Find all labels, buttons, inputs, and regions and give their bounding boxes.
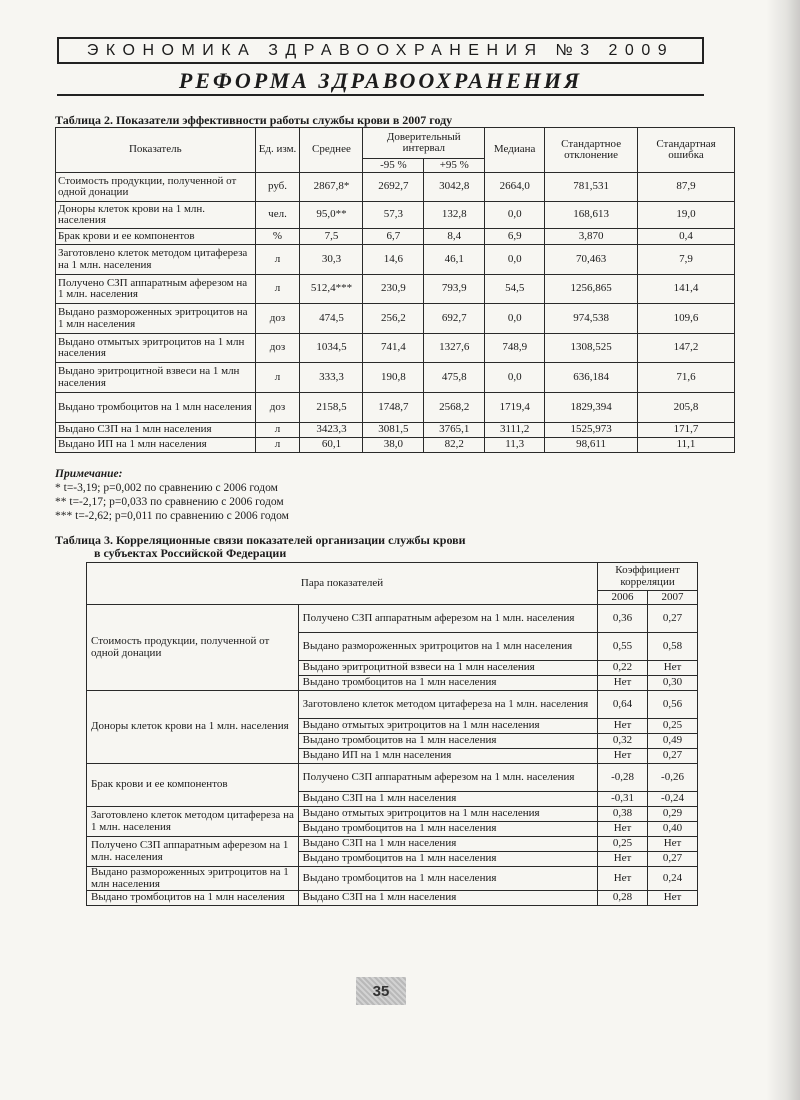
header-ci: Доверительный интервал xyxy=(363,128,485,159)
unit-cell: доз xyxy=(255,304,300,334)
note-line: *** t=-2,62; p=0,011 по сравнению с 2006 годом xyxy=(55,510,289,522)
unit-cell: л xyxy=(255,423,300,438)
indicator-cell: Выдано тромбоцитов на 1 млн населения xyxy=(56,393,256,423)
journal-title: ЭКОНОМИКА ЗДРАВООХРАНЕНИЯ №3 2009 xyxy=(86,41,675,59)
unit-cell: доз xyxy=(255,334,300,363)
ci-high-cell: 475,8 xyxy=(424,363,485,393)
header-median: Медиана xyxy=(485,128,545,173)
coef-2007-cell: Нет xyxy=(648,661,698,676)
table3-row xyxy=(87,891,698,906)
coef-2007-cell: 0,25 xyxy=(648,719,698,734)
mean-cell: 474,5 xyxy=(300,304,363,334)
coef-2007-cell: 0,30 xyxy=(648,676,698,691)
indicator-cell: Выдано отмытых эритроцитов на 1 млн населения xyxy=(56,334,256,363)
ci-low-cell: 2692,7 xyxy=(363,173,424,202)
notes-title: Примечание: xyxy=(55,468,123,480)
header-mean: Среднее xyxy=(300,128,363,173)
se-cell: 11,1 xyxy=(638,438,735,453)
pair-cell: Выдано СЗП на 1 млн населения xyxy=(298,891,597,906)
coef-2006-cell: 0,22 xyxy=(598,661,648,676)
ci-low-cell: 14,6 xyxy=(363,245,424,275)
pair-cell: Выдано тромбоцитов на 1 млн населения xyxy=(298,822,597,837)
group-indicator-cell: Брак крови и ее компонентов xyxy=(87,764,299,807)
sd-cell: 974,538 xyxy=(545,304,638,334)
median-cell: 1719,4 xyxy=(485,393,545,423)
ci-high-cell: 46,1 xyxy=(424,245,485,275)
table3-row xyxy=(87,691,698,719)
ci-low-cell: 1748,7 xyxy=(363,393,424,423)
median-cell: 0,0 xyxy=(485,245,545,275)
pair-cell: Выдано СЗП на 1 млн населения xyxy=(298,792,597,807)
ci-low-cell: 741,4 xyxy=(363,334,424,363)
se-cell: 19,0 xyxy=(638,202,735,229)
binding-shadow xyxy=(766,0,800,1100)
note-line: ** t=-2,17; p=0,033 по сравнению с 2006 годом xyxy=(55,496,284,508)
median-cell: 6,9 xyxy=(485,229,545,245)
coef-2007-cell: -0,26 xyxy=(648,764,698,792)
ci-high-cell: 3042,8 xyxy=(424,173,485,202)
journal-header xyxy=(57,37,704,64)
table3-caption-line2: в субъектах Российской Федерации xyxy=(94,546,287,560)
coef-2007-cell: 0,27 xyxy=(648,852,698,867)
note-line: * t=-3,19; p=0,002 по сравнению с 2006 годом xyxy=(55,482,278,494)
unit-cell: л xyxy=(255,363,300,393)
table2-row xyxy=(56,334,735,363)
page-number: 35 xyxy=(356,977,406,1005)
group-indicator-cell: Получено СЗП аппаратным аферезом на 1 млн. населения xyxy=(87,837,299,867)
table3-row xyxy=(87,837,698,852)
se-cell: 7,9 xyxy=(638,245,735,275)
table3 xyxy=(86,562,698,906)
indicator-cell: Выдано размороженных эритроцитов на 1 млн населения xyxy=(56,304,256,334)
table2-caption: Таблица 2. Показатели эффективности работы службы крови в 2007 году xyxy=(55,113,453,127)
table2-row xyxy=(56,202,735,229)
median-cell: 0,0 xyxy=(485,363,545,393)
section-header xyxy=(57,70,704,96)
notes xyxy=(55,467,289,523)
ci-high-cell: 3765,1 xyxy=(424,423,485,438)
coef-2006-cell: 0,36 xyxy=(598,605,648,633)
unit-cell: доз xyxy=(255,393,300,423)
indicator-cell: Доноры клеток крови на 1 млн. населения xyxy=(56,202,256,229)
median-cell: 3111,2 xyxy=(485,423,545,438)
coef-2007-cell: 0,29 xyxy=(648,807,698,822)
se-cell: 109,6 xyxy=(638,304,735,334)
sd-cell: 1829,394 xyxy=(545,393,638,423)
table2-row xyxy=(56,275,735,304)
ci-low-cell: 6,7 xyxy=(363,229,424,245)
ci-low-cell: 230,9 xyxy=(363,275,424,304)
header-pair: Пара показателей xyxy=(87,563,598,605)
unit-cell: л xyxy=(255,275,300,304)
group-indicator-cell: Заготовлено клеток методом цитафереза на 1 млн. населения xyxy=(87,807,299,837)
mean-cell: 3423,3 xyxy=(300,423,363,438)
indicator-cell: Получено СЗП аппаратным аферезом на 1 млн. населения xyxy=(56,275,256,304)
group-indicator-cell: Доноры клеток крови на 1 млн. населения xyxy=(87,691,299,764)
pair-cell: Получено СЗП аппаратным аферезом на 1 млн. населения xyxy=(298,764,597,792)
indicator-cell: Выдано СЗП на 1 млн населения xyxy=(56,423,256,438)
sd-cell: 3,870 xyxy=(545,229,638,245)
median-cell: 54,5 xyxy=(485,275,545,304)
header-sd: Стандартное отклонение xyxy=(545,128,638,173)
group-indicator-cell: Выдано размороженных эритроцитов на 1 млн населения xyxy=(87,867,299,891)
coef-2006-cell: 0,25 xyxy=(598,837,648,852)
ci-low-cell: 57,3 xyxy=(363,202,424,229)
median-cell: 0,0 xyxy=(485,202,545,229)
sd-cell: 636,184 xyxy=(545,363,638,393)
coef-2007-cell: 0,24 xyxy=(648,867,698,891)
table2 xyxy=(55,127,735,453)
table2-row xyxy=(56,245,735,275)
median-cell: 2664,0 xyxy=(485,173,545,202)
section-title: РЕФОРМА ЗДРАВООХРАНЕНИЯ xyxy=(178,68,583,93)
unit-cell: л xyxy=(255,438,300,453)
table3-caption-line1: Таблица 3. Корреляционные связи показателей организации службы крови xyxy=(55,533,466,547)
table2-row xyxy=(56,229,735,245)
pair-cell: Выдано ИП на 1 млн населения xyxy=(298,749,597,764)
table2-row xyxy=(56,304,735,334)
table3-row xyxy=(87,605,698,633)
indicator-cell: Выдано эритроцитной взвеси на 1 млн населения xyxy=(56,363,256,393)
table2-row xyxy=(56,393,735,423)
table3-row xyxy=(87,764,698,792)
pair-cell: Заготовлено клеток методом цитафереза на 1 млн. населения xyxy=(298,691,597,719)
header-ci-low: -95 % xyxy=(363,159,424,173)
ci-high-cell: 82,2 xyxy=(424,438,485,453)
se-cell: 205,8 xyxy=(638,393,735,423)
table2-row xyxy=(56,438,735,453)
pair-cell: Выдано СЗП на 1 млн населения xyxy=(298,837,597,852)
median-cell: 0,0 xyxy=(485,304,545,334)
se-cell: 0,4 xyxy=(638,229,735,245)
coef-2006-cell: Нет xyxy=(598,676,648,691)
coef-2007-cell: 0,40 xyxy=(648,822,698,837)
indicator-cell: Стоимость продукции, полученной от одной донации xyxy=(56,173,256,202)
ci-high-cell: 1327,6 xyxy=(424,334,485,363)
ci-low-cell: 256,2 xyxy=(363,304,424,334)
coef-2006-cell: 0,38 xyxy=(598,807,648,822)
table3-row xyxy=(87,867,698,891)
coef-2006-cell: Нет xyxy=(598,852,648,867)
pair-cell: Выдано размороженных эритроцитов на 1 млн населения xyxy=(298,633,597,661)
table2-row xyxy=(56,363,735,393)
header-se: Стандартная ошибка xyxy=(638,128,735,173)
header-2007: 2007 xyxy=(648,591,698,605)
coef-2006-cell: 0,64 xyxy=(598,691,648,719)
pair-cell: Выдано отмытых эритроцитов на 1 млн населения xyxy=(298,719,597,734)
indicator-cell: Заготовлено клеток методом цитафереза на 1 млн. населения xyxy=(56,245,256,275)
se-cell: 171,7 xyxy=(638,423,735,438)
pair-cell: Выдано тромбоцитов на 1 млн населения xyxy=(298,734,597,749)
coef-2007-cell: Нет xyxy=(648,837,698,852)
coef-2006-cell: Нет xyxy=(598,867,648,891)
ci-high-cell: 2568,2 xyxy=(424,393,485,423)
mean-cell: 60,1 xyxy=(300,438,363,453)
coef-2007-cell: -0,24 xyxy=(648,792,698,807)
group-indicator-cell: Выдано тромбоцитов на 1 млн населения xyxy=(87,891,299,906)
se-cell: 147,2 xyxy=(638,334,735,363)
unit-cell: руб. xyxy=(255,173,300,202)
table2-row xyxy=(56,173,735,202)
se-cell: 141,4 xyxy=(638,275,735,304)
sd-cell: 1525,973 xyxy=(545,423,638,438)
coef-2007-cell: 0,58 xyxy=(648,633,698,661)
group-indicator-cell: Стоимость продукции, полученной от одной донации xyxy=(87,605,299,691)
sd-cell: 168,613 xyxy=(545,202,638,229)
ci-low-cell: 3081,5 xyxy=(363,423,424,438)
unit-cell: чел. xyxy=(255,202,300,229)
unit-cell: % xyxy=(255,229,300,245)
mean-cell: 333,3 xyxy=(300,363,363,393)
indicator-cell: Брак крови и ее компонентов xyxy=(56,229,256,245)
coef-2006-cell: 0,28 xyxy=(598,891,648,906)
pair-cell: Выдано тромбоцитов на 1 млн населения xyxy=(298,676,597,691)
pair-cell: Выдано тромбоцитов на 1 млн населения xyxy=(298,867,597,891)
mean-cell: 1034,5 xyxy=(300,334,363,363)
coef-2007-cell: 0,27 xyxy=(648,605,698,633)
ci-high-cell: 793,9 xyxy=(424,275,485,304)
pair-cell: Получено СЗП аппаратным аферезом на 1 млн. населения xyxy=(298,605,597,633)
mean-cell: 2158,5 xyxy=(300,393,363,423)
coef-2006-cell: Нет xyxy=(598,719,648,734)
indicator-cell: Выдано ИП на 1 млн населения xyxy=(56,438,256,453)
sd-cell: 1256,865 xyxy=(545,275,638,304)
se-cell: 71,6 xyxy=(638,363,735,393)
header-unit: Ед. изм. xyxy=(255,128,300,173)
ci-low-cell: 38,0 xyxy=(363,438,424,453)
coef-2006-cell: 0,32 xyxy=(598,734,648,749)
sd-cell: 1308,525 xyxy=(545,334,638,363)
se-cell: 87,9 xyxy=(638,173,735,202)
coef-2007-cell: 0,49 xyxy=(648,734,698,749)
coef-2006-cell: Нет xyxy=(598,822,648,837)
ci-high-cell: 132,8 xyxy=(424,202,485,229)
mean-cell: 512,4*** xyxy=(300,275,363,304)
header-indicator: Показатель xyxy=(56,128,256,173)
pair-cell: Выдано отмытых эритроцитов на 1 млн населения xyxy=(298,807,597,822)
mean-cell: 95,0** xyxy=(300,202,363,229)
header-2006: 2006 xyxy=(598,591,648,605)
mean-cell: 7,5 xyxy=(300,229,363,245)
mean-cell: 2867,8* xyxy=(300,173,363,202)
table2-row xyxy=(56,423,735,438)
sd-cell: 781,531 xyxy=(545,173,638,202)
coef-2007-cell: 0,27 xyxy=(648,749,698,764)
coef-2006-cell: Нет xyxy=(598,749,648,764)
sd-cell: 98,611 xyxy=(545,438,638,453)
table3-row xyxy=(87,807,698,822)
median-cell: 748,9 xyxy=(485,334,545,363)
header-ci-high: +95 % xyxy=(424,159,485,173)
coef-2006-cell: -0,28 xyxy=(598,764,648,792)
mean-cell: 30,3 xyxy=(300,245,363,275)
header-coef: Коэффициент корреляции xyxy=(598,563,698,591)
coef-2007-cell: Нет xyxy=(648,891,698,906)
coef-2006-cell: 0,55 xyxy=(598,633,648,661)
coef-2006-cell: -0,31 xyxy=(598,792,648,807)
pair-cell: Выдано тромбоцитов на 1 млн населения xyxy=(298,852,597,867)
sd-cell: 70,463 xyxy=(545,245,638,275)
coef-2007-cell: 0,56 xyxy=(648,691,698,719)
unit-cell: л xyxy=(255,245,300,275)
ci-high-cell: 692,7 xyxy=(424,304,485,334)
pair-cell: Выдано эритроцитной взвеси на 1 млн населения xyxy=(298,661,597,676)
ci-low-cell: 190,8 xyxy=(363,363,424,393)
ci-high-cell: 8,4 xyxy=(424,229,485,245)
median-cell: 11,3 xyxy=(485,438,545,453)
